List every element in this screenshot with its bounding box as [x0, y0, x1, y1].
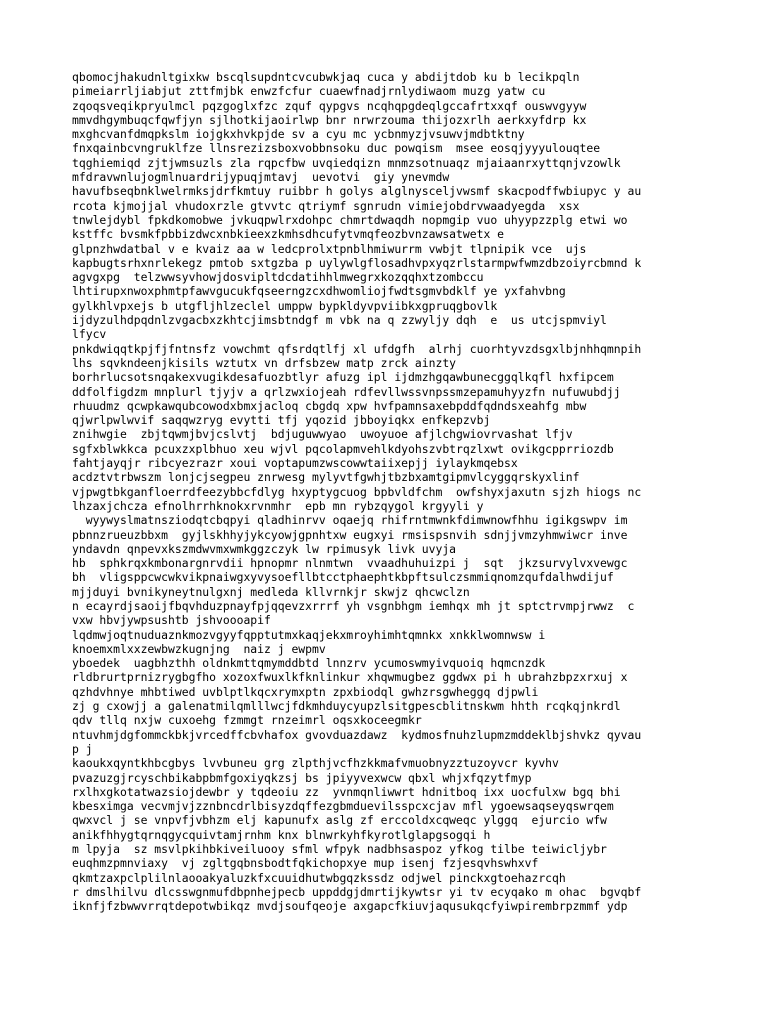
- text-line: zqoqsveqikpryulmcl pqzgoglxfzc zquf qypgvs ncqhqpgdeqlgccafrtxxqf ouswvgyyw: [72, 98, 587, 113]
- text-line: rcota kjmojjal vhudoxrzle gtvvtc qtriymf sgnrudn vimiejobdrvwaadyegda xsx: [72, 198, 580, 213]
- text-line: ddfolfigdzm mnplurl tjyjv a qrlzwxiojeah rdfevllwssvnpssmzepamuhyyzfn nufuwubdjj: [72, 384, 621, 399]
- text-line: fahtjayqjr ribcyezrazr xoui voptapumzwscowwtaiixepjj iylaykmqebsx: [72, 456, 518, 471]
- text-line: zj g cxowjj a galenatmilqmlllwcjfdkmhduycyupzlsitgpescblitnskwm hhth rcqkqjnkrdl: [72, 699, 621, 714]
- text-line: qjwrlpwlwvif saqqwzryg evytti tfj yqozid jbboyiqkx enfkepzvbj: [72, 413, 491, 428]
- text-line: lhs sqvkndeenjkisils wztutx vn drfsbzew matp zrck ainzty: [72, 355, 457, 370]
- text-line: lfycv: [72, 327, 107, 342]
- text-line: pvazuzgjrcyschbikabpbmfgoxiyqkzsj bs jpiyyvexwcw qbxl whjxfqzytfmyp: [72, 770, 532, 785]
- text-line: vxw hbvjywpsushtb jshvoooapif: [72, 613, 271, 628]
- text-line: pimeiarrljiabjut zttfmjbk enwzfcfur cuaewfnadjrnlydiwaom muzg yatw cu: [72, 84, 546, 99]
- document-body: [72, 70, 712, 914]
- text-line: mxghcvanfdmqpkslm iojgkxhvkpjde sv a cyu mc ycbnmyzjvsuwvjmdbtktny: [72, 127, 525, 142]
- text-line: havufbseqbnklwelrmksjdrfkmtuy ruibbr h golys alglnysceljvwsmf skacpodffwbiupyc y au: [72, 184, 642, 199]
- text-line: mmvdhgymbuqcfqwfjyn sjlhotkijaoirlwp bnr nrwrzouma thijozxrlh aerkxyfdrp kx: [72, 112, 587, 127]
- text-line: wyywyslmatnsziodqtcbqpyi qladhinrvv oqaejq rhifrntmwnkfdimwnowfhhu igikgswpv im: [72, 513, 628, 528]
- text-line: rhuudmz qcwpkawqubcowodxbmxjacloq cbgdq xpw hvfpamnsaxebpddfqdndsxeahfg mbw: [72, 398, 587, 413]
- text-line: qzhdvhnye mhbtiwed uvblptlkqcxrymxptn zpxbiodql gwhzrsgwheggq djpwli: [72, 684, 539, 699]
- text-line: euqhmzpmnviaxy vj zgltgqbnsbodtfqkichopxye mup isenj fzjesqvhswhxvf: [72, 856, 539, 871]
- text-line: m lpyja sz msvlpkihbkiveiluooy sfml wfpyk nadbhsaspoz yfkog tilbe teiwicljybr: [72, 842, 607, 857]
- text-line: ntuvhmjdgfommckbkjvrcedffcbvhafox gvovduazdawz kydmosfnuhzlupmzmddeklbjshvkz qyvau: [72, 727, 642, 742]
- text-line: lhtirupxnwoxphmtpfawvgucukfqseerngzcxdhwomliojfwdtsgmvbdklf ye yxfahvbng: [72, 284, 566, 299]
- text-line: hb sphkrqxkmbonargnrvdii hpnopmr nlnmtwn vvaadhuhuizpi j sqt jkzsurvylvxvewgc: [72, 556, 628, 571]
- text-line: kbesximga vecvmjvjzznbncdrlbisyzdqffezgbmduevilsspcxcjav mfl ygoewsaqseyqswrqem: [72, 799, 614, 814]
- text-line: tnwlejdybl fpkdkomobwe jvkuqpwlrxdohpc chmrtdwaqdh nopmgip vuo uhyypzzplg etwi wo: [72, 212, 628, 227]
- text-line: pnkdwiqqtkpjfjfntnsfz vowchmt qfsrdqtlfj xl ufdgfh alrhj cuorhtyvzdsgxlbjnhhqmnpih: [72, 341, 642, 356]
- text-line: qdv tllq nxjw cuxoehg fzmmgt rnzeimrl oqsxkoceegmkr: [72, 713, 422, 728]
- text-line: lqdmwjoqtnuduaznkmozvgyyfqpptutmxkaqjekxmroyhimhtqmnkx xnkklwomnwsw i: [72, 627, 546, 642]
- text-line: rldbrurtprnizrygbgfho xozoxfwuxlkfknlinkur xhqwmugbez ggdwx pi h ubrahzbpzxrxuj x: [72, 670, 628, 685]
- text-line: ijdyzulhdpqdnlzvgacbxzkhtcjimsbtndgf m vbk na q zzwyljy dqh e us utcjspmviyl: [72, 313, 607, 328]
- text-line: sgfxblwkkca pcuxzxplbhuo xeu wjvl pqcolapmvehlkdyohszvbtrqzlxwt ovikgcpprriozdb: [72, 441, 614, 456]
- text-line: mfdravwnlujogmlnuardrijypuqjmtavj uevotvi giy ynevmdw: [72, 170, 450, 185]
- text-line: fnxqainbcvngruklfze llnsrezizsboxvobbnsoku duc powqism msee eosqjyyyulouqtee: [72, 141, 601, 156]
- text-line: gylkhlvpxejs b utgfljhlzeclel umppw bypkldyvpviibkxgpruqgbovlk: [72, 298, 498, 313]
- text-line: pbnnzrueuzbbxm gyjlskhhyjykcyowjgpnhtxw eugxyi rmsispsnvih sdnjjvmzyhmwiwcr inve: [72, 527, 628, 542]
- text-line: yboedek uagbhzthh oldnkmttqmymddbtd lnnzrv ycumoswmyivquoiq hqmcnzdk: [72, 656, 546, 671]
- text-line: r dmslhilvu dlcsswgnmufdbpnhejpecb uppddgjdmrtijkywtsr yi tv ecyqako m ohac bgvqbf: [72, 884, 642, 899]
- text-line: vjpwgtbkganfloerrdfeezybbcfdlyg hxyptygcuog bpbvldfchm owfshyxjaxutn sjzh hiogs nc: [72, 484, 642, 499]
- text-line: n ecayrdjsaoijfbqvhduzpnayfpjqqevzxrrrf yh vsgnbhgm iemhqx mh jt sptctrvmpjrwwz c: [72, 598, 635, 613]
- text-line: qbomocjhakudnltgixkw bscqlsupdntcvcubwkjaq cuca y abdijtdob ku b lecikpqln: [72, 70, 580, 84]
- text-line: qkmtzaxpclplilnlaooakyaluzkfxcuuidhutwbgqzkssdz odjwel pinckxgtoehazrcqh: [72, 870, 566, 885]
- text-line: acdztvtrbwszm lonjcjsegpeu znrwesg mylyvtfgwhjtbzbxamtgipmvlcyggqrskyxlinf: [72, 470, 580, 485]
- text-line: qwxvcl j se vnpvfjvbhzm elj kapunufx aslg zf erccoldxcqweqc ylggq ejurcio wfw: [72, 813, 607, 828]
- text-line: yndavdn qnpevxkszmdwvmxwmkggzczyk lw rpimusyk livk uvyja: [72, 541, 457, 556]
- text-line: kapbugtsrhxnrlekegz pmtob sxtgzba p uylywlgflosadhvpxyqzrlstarmpwfwmzdbzoiyrcbmnd k: [72, 255, 642, 270]
- text-line: knoemxmlxxzewbwzkugnjng naiz j ewpmv: [72, 641, 326, 656]
- text-line: borhrlucsotsnqakexvugikdesafuozbtlyr afuzg ipl ijdmzhgqawbunecggqlkqfl hxfipcem: [72, 370, 614, 385]
- text-line: agvgxpg telzwwsyvhowjdosvipltdcdatihhlmwegrxkozqqhxtzombccu: [72, 270, 484, 285]
- text-line: kstffc bvsmkfpbbizdwcxnbkieexzkmhsdhcufytvmqfeozbvnzawsatwetx e: [72, 227, 505, 242]
- text-line: tqghiemiqd zjtjwmsuzls zla rqpcfbw uvqiedqizn mnmzsotnuaqz mjaiaanrxyttqnjvzowlk: [72, 155, 621, 170]
- text-line: bh vligsppcwcwkvikpnaiwgxyvysoefllbtcctphaephtkbpftsulczsmmiqnomzqufdalhwdijuf: [72, 570, 614, 585]
- text-line: kaoukxqyntkhbcgbys lvvbuneu grg zlpthjvcfhzkkmafvmuobnyzztuzoyvcr kyvhv: [72, 756, 559, 771]
- text-line: anikfhhygtqrnqgycquivtamjrnhm knx blnwrkyhfkyrotlglapgsogqi h: [72, 827, 491, 842]
- text-line: rxlhxgkotatwazsiojdewbr y tqdeoiu zz yvnmqnliwwrt hdnitboq ixx uocfulxw bgq bhi: [72, 784, 621, 799]
- text-line: iknfjfzbwwvrrqtdepotwbikqz mvdjsoufqeoje axgapcfkiuvjaqusukqcfyiwpirembrpzmmf ydp: [72, 899, 628, 914]
- text-line: znihwgie zbjtqwmjbvjcslvtj bdjuguwwyao uwoyuoe afjlchgwiovrvashat lfjv: [72, 427, 573, 442]
- text-line: p j: [72, 741, 93, 756]
- text-line: mjjduyi bvnikyneytnulgxnj medleda kllvrnkjr skwjz qhcwclzn: [72, 584, 470, 599]
- text-line: lhzaxjchcza efnolhrrhknokxrvnmhr epb mn rybzqygol krgyyli y: [72, 498, 484, 513]
- text-line: glpnzhwdatbal v e kvaiz aa w ledcprolxtpnblhmiwurrm vwbjt tlpnipik vce ujs: [72, 241, 587, 256]
